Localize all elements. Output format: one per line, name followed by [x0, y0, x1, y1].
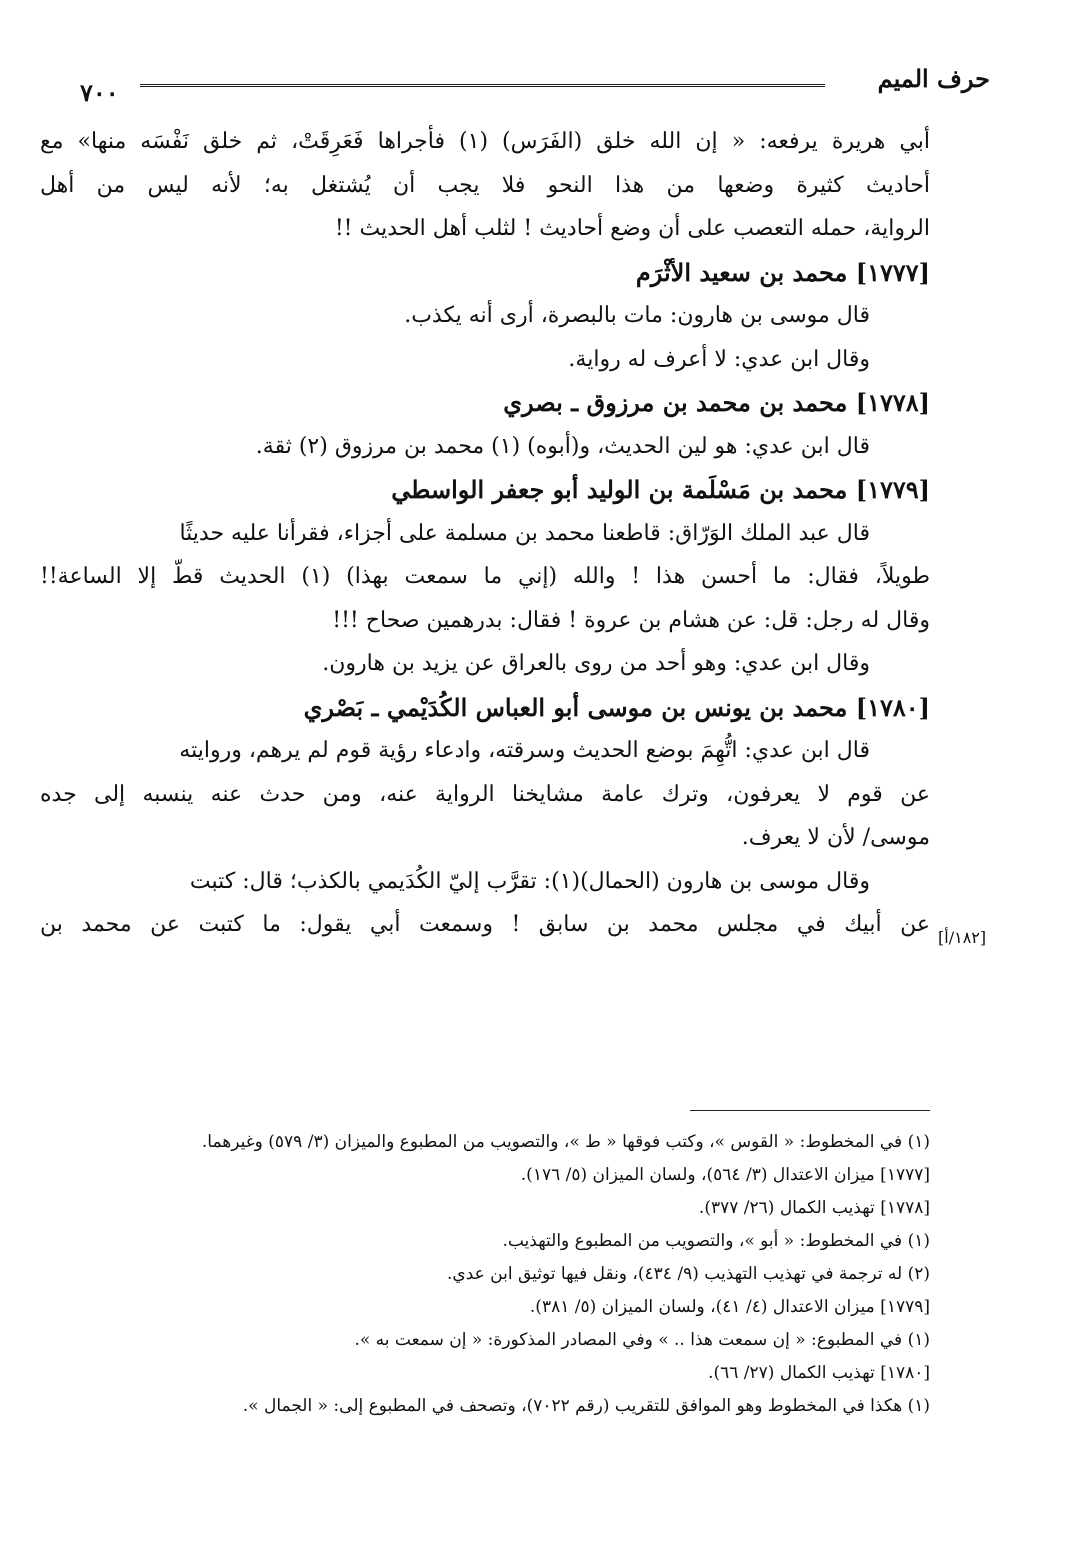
running-header	[40, 64, 990, 108]
footnote: (١) في المخطوط: « القوس »، وكتب فوقها « ط »، والتصويب من المطبوع والميزان (٣/ ٥٧٩) وغيرهما.	[201, 1132, 930, 1152]
entry-heading: [١٧٧٨] محمد بن محمد بن مرزوق ـ بصري	[503, 388, 930, 417]
chapter-title: حرف الميم	[877, 64, 990, 93]
text-line: قال موسى بن هارون: مات بالبصرة، أرى أنه يكذب.	[404, 303, 870, 328]
text-line: موسى/ لأن لا يعرف.	[741, 825, 930, 850]
text-line: أبي هريرة يرفعه: « إن الله خلق (الفَرَس) (١) فأجراها فَعَرِقَتْ، ثم خلق نَفْسَه منها» مع	[40, 129, 930, 154]
entry-heading: [١٧٨٠] محمد بن يونس بن موسى أبو العباس الكُدَيْمي ـ بَصْري	[303, 692, 930, 722]
footnote: [١٧٧٩] ميزان الاعتدال (٤/ ٤١)، ولسان الميزان (٥/ ٣٨١).	[529, 1297, 930, 1317]
main-text	[40, 120, 930, 947]
text-line: الرواية، حمله التعصب على أن وضع أحاديث ! لثلب أهل الحديث !!	[334, 216, 930, 241]
text-line: قال ابن عدي: اتُّهِمَ بوضع الحديث وسرقته، وادعاء رؤية قوم لم يرهم، وروايته	[179, 738, 870, 763]
footnote: (١) هكذا في المخطوط وهو الموافق للتقريب (رقم ٧٠٢٢)، وتصحف في المطبوع إلى: « الجمال ».	[242, 1396, 930, 1416]
footnote-rule	[690, 1110, 930, 1111]
text-line: وقال ابن عدي: وهو أحد من روى بالعراق عن يزيد بن هارون.	[322, 651, 870, 676]
footnote: [١٧٧٧] ميزان الاعتدال (٣/ ٥٦٤)، ولسان الميزان (٥/ ١٧٦).	[520, 1165, 930, 1185]
manuscript-folio-note: [١٨٢/أ]	[938, 928, 987, 947]
footnote: [١٧٨٠] تهذيب الكمال (٢٧/ ٦٦).	[708, 1363, 930, 1383]
text-line: عن قوم لا يعرفون، وترك عامة مشايخنا الرواية عنه، ومن حدث عنه ينسبه إلى جده	[40, 781, 930, 807]
footnotes	[40, 1126, 930, 1423]
text-line: عن أبيك في مجلس محمد بن سابق ! وسمعت أبي يقول: ما كتبت عن محمد بن	[40, 912, 930, 937]
text-line: قال عبد الملك الوَرّاق: قاطعنا محمد بن مسلمة على أجزاء، فقرأنا عليه حديثًا	[179, 520, 870, 546]
entry-heading: [١٧٧٩] محمد بن مَسْلَمة بن الوليد أبو جعفر الواسطي	[391, 475, 930, 504]
text-line: أحاديث كثيرة وضعها من هذا النحو فلا يجب أن يُشتغل به؛ لأنه ليس من أهل	[40, 172, 930, 198]
text-line: قال ابن عدي: هو لين الحديث، و(أبوه) (١) محمد بن مرزوق (٢) ثقة.	[255, 433, 870, 459]
entry-heading: [١٧٧٧] محمد بن سعيد الأثْرَم	[635, 257, 930, 287]
text-line: وقال ابن عدي: لا أعرف له رواية.	[568, 346, 870, 372]
footnote: (٢) له ترجمة في تهذيب التهذيب (٩/ ٤٣٤)، ونقل فيها توثيق ابن عدي.	[446, 1264, 930, 1284]
footnote: [١٧٧٨] تهذيب الكمال (٢٦/ ٣٧٧).	[698, 1198, 930, 1218]
page-number: ٧٠٠	[80, 78, 119, 107]
text-line: طويلاً، فقال: ما أحسن هذا ! والله (إني ما سمعت بهذا) (١) الحديث قطّ إلا الساعة!!	[40, 564, 930, 589]
header-rule	[140, 84, 825, 87]
text-line: وقال له رجل: قل: عن هشام بن عروة ! فقال: بدرهمين صحاح !!!	[332, 607, 930, 633]
text-line: وقال موسى بن هارون (الحمال)(١): تقرَّب إليّ الكُدَيمي بالكذب؛ قال: كتبت	[189, 868, 870, 894]
footnote: (١) في المطبوع: « إن سمعت هذا .. » وفي المصادر المذكورة: « إن سمعت به ».	[354, 1330, 930, 1350]
footnote: (١) في المخطوط: « أبو »، والتصويب من المطبوع والتهذيب.	[502, 1231, 930, 1251]
